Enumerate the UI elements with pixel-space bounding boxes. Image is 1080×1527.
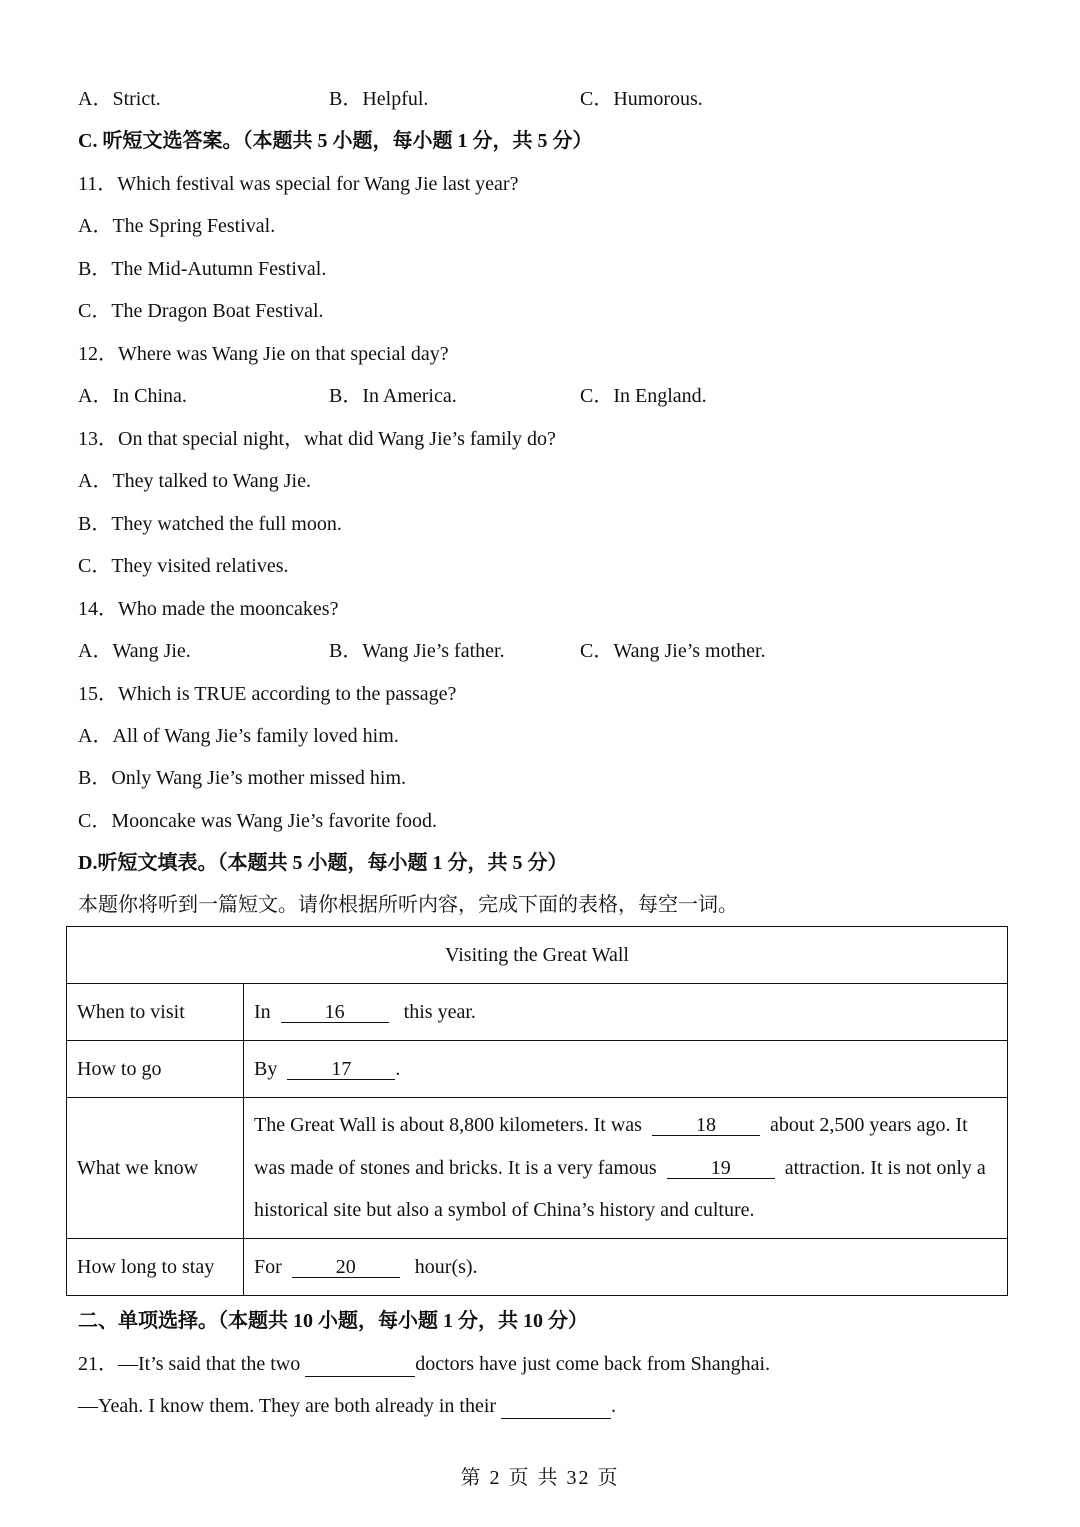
row-label-how: How to go: [67, 1041, 244, 1098]
q12-option-c: C．In England.: [580, 385, 707, 407]
listening-table: [66, 926, 1008, 1296]
q13-stem: 13．On that special night，what did Wang Jie’s family do?: [78, 428, 556, 450]
q15-option-b: B．Only Wang Jie’s mother missed him.: [78, 767, 407, 789]
q14-stem: 14．Who made the mooncakes?: [78, 598, 339, 620]
row-label-what: What we know: [67, 1098, 244, 1239]
row-value-when: In 16 this year.: [244, 984, 1008, 1041]
section-c-title: C. 听短文选答案。（本题共 5 小题，每小题 1 分，共 5 分）: [78, 130, 593, 152]
q12-option-a: A．In China.: [78, 385, 187, 407]
q21-line-1: 21．—It’s said that the two doctors have just come back from Shanghai.: [78, 1353, 771, 1375]
page-footer: 第 2 页 共 32 页: [460, 1467, 620, 1489]
q12-option-b: B．In America.: [329, 385, 457, 407]
row-value-what: The Great Wall is about 8,800 kilometers. It was 18 about 2,500 years ago. It was made of stones and bricks. It is a very famous 19 attraction. It is not only a historical site but also a symbol of China’s history and culture.: [244, 1098, 1008, 1239]
section-d-title: D.听短文填表。（本题共 5 小题，每小题 1 分，共 5 分）: [78, 852, 568, 874]
row-label-when: When to visit: [67, 984, 244, 1041]
q21-line-2: —Yeah. I know them. They are both already in their .: [78, 1395, 617, 1417]
q21-blank-1[interactable]: [305, 1352, 415, 1377]
q14-option-c: C．Wang Jie’s mother.: [580, 640, 766, 662]
answer-blank-19[interactable]: 19: [667, 1158, 775, 1179]
q15-option-a: A．All of Wang Jie’s family loved him.: [78, 725, 399, 747]
answer-blank-20[interactable]: 20: [292, 1257, 400, 1278]
answer-blank-16[interactable]: 16: [281, 1002, 389, 1023]
q13-option-b: B．They watched the full moon.: [78, 513, 342, 535]
q15-stem: 15．Which is TRUE according to the passage?: [78, 683, 457, 705]
q10-option-b: B．Helpful.: [329, 88, 429, 110]
answer-blank-18[interactable]: 18: [652, 1115, 760, 1136]
q13-option-a: A．They talked to Wang Jie.: [78, 470, 311, 492]
answer-blank-17[interactable]: 17: [287, 1059, 395, 1080]
row-value-long: For 20 hour(s).: [244, 1239, 1008, 1296]
q21-blank-2[interactable]: [501, 1394, 611, 1419]
q14-option-a: A．Wang Jie.: [78, 640, 191, 662]
q13-option-c: C．They visited relatives.: [78, 555, 289, 577]
q10-option-c: C．Humorous.: [580, 88, 703, 110]
section-2-title: 二、单项选择。（本题共 10 小题，每小题 1 分，共 10 分）: [78, 1310, 588, 1332]
q11-option-b: B．The Mid-Autumn Festival.: [78, 258, 327, 280]
table-title: Visiting the Great Wall: [67, 927, 1008, 984]
row-label-long: How long to stay: [67, 1239, 244, 1296]
q10-option-a: A．Strict.: [78, 88, 161, 110]
q11-stem: 11．Which festival was special for Wang Jie last year?: [78, 173, 519, 195]
q15-option-c: C．Mooncake was Wang Jie’s favorite food.: [78, 810, 438, 832]
row-value-how: By 17 .: [244, 1041, 1008, 1098]
q14-option-b: B．Wang Jie’s father.: [329, 640, 505, 662]
section-d-instruction: 本题你将听到一篇短文。请你根据所听内容，完成下面的表格，每空一词。: [78, 894, 738, 916]
q11-option-c: C．The Dragon Boat Festival.: [78, 300, 324, 322]
q11-option-a: A．The Spring Festival.: [78, 215, 276, 237]
q12-stem: 12．Where was Wang Jie on that special day?: [78, 343, 449, 365]
